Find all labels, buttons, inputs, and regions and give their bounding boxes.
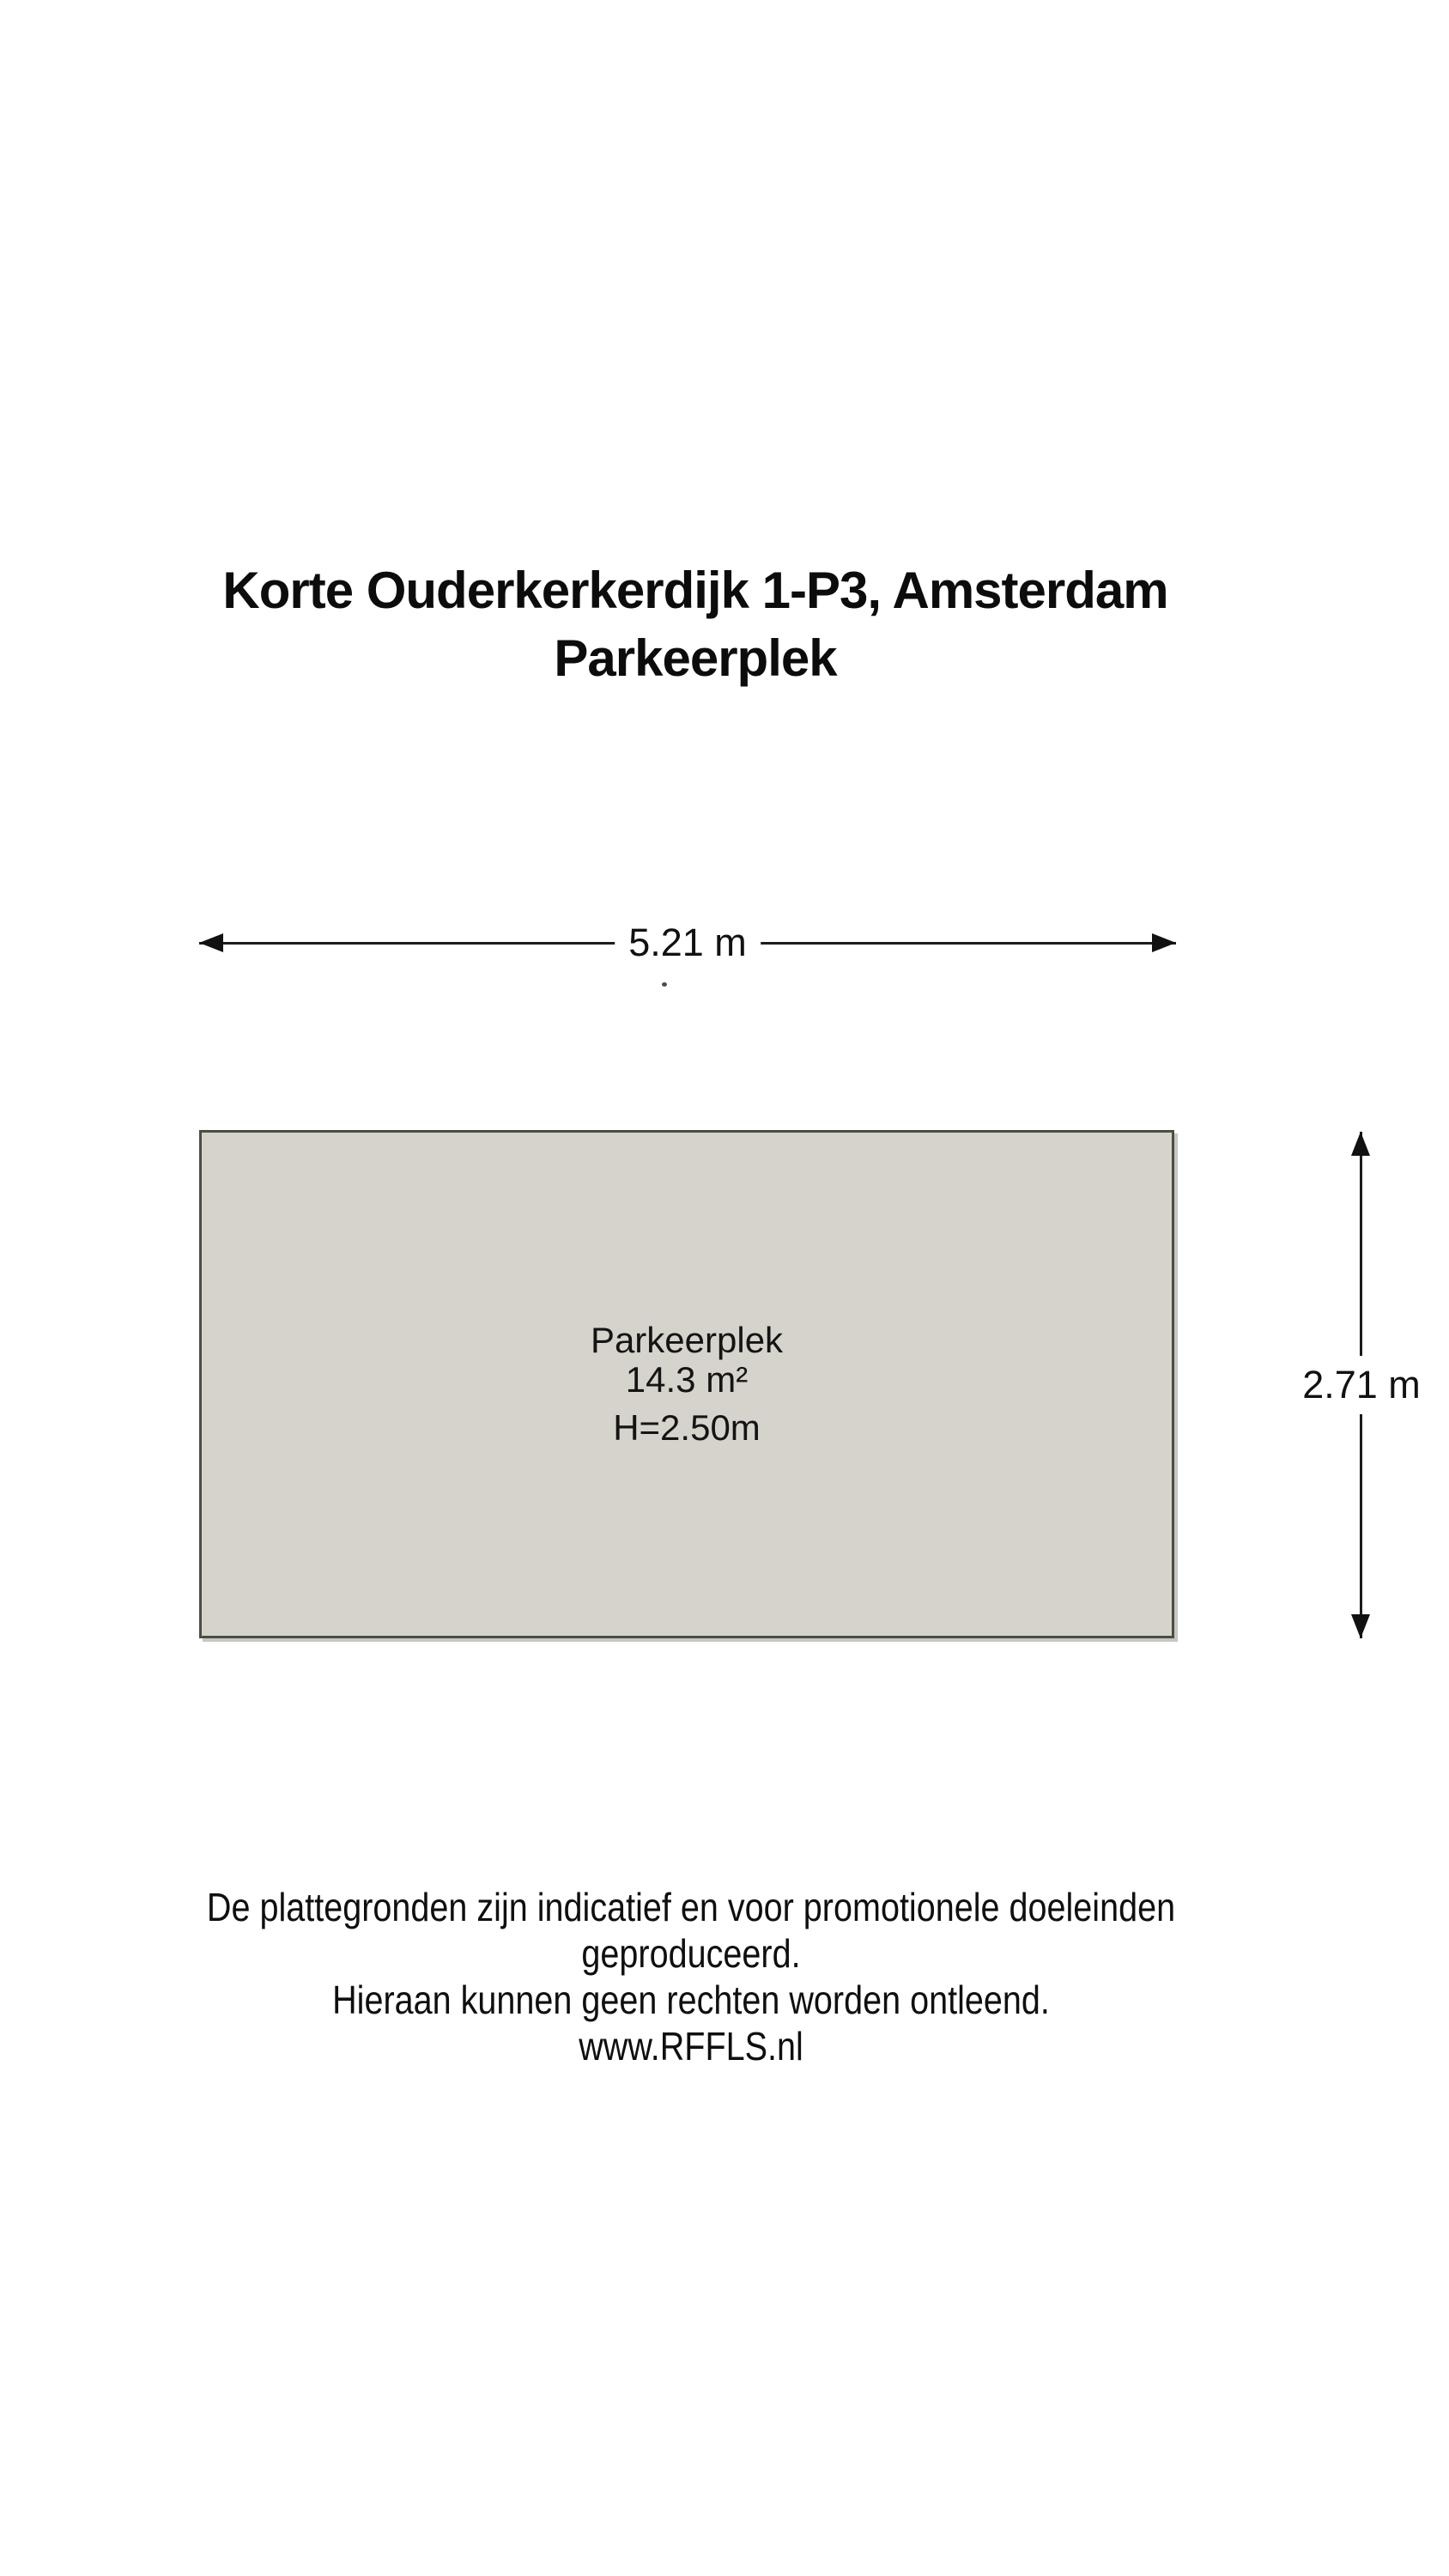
height-dimension-label: 2.71 m: [1292, 1356, 1431, 1414]
arrow-left-icon: [199, 933, 223, 952]
arrow-right-icon: [1152, 933, 1176, 952]
website-url: www.RFFLS.nl: [579, 2024, 803, 2069]
width-dimension-label: 5.21 m: [615, 919, 761, 967]
parking-space-rect: [199, 1130, 1174, 1638]
room-name-label: Parkeerplek: [590, 1320, 784, 1360]
stray-dot: [662, 982, 667, 987]
page-title: [0, 556, 1391, 692]
height-dimension: [1302, 1132, 1421, 1638]
arrow-up-icon: [1351, 1132, 1370, 1156]
title-room-line: Parkeerplek: [554, 629, 837, 687]
width-dimension: [199, 920, 1176, 964]
disclaimer-line-1: De plattegronden zijn indicatief en voor promotionele doeleinden geproduceerd.: [206, 1885, 1176, 1976]
arrow-down-icon: [1351, 1614, 1370, 1638]
disclaimer-line-2: Hieraan kunnen geen rechten worden ontleend.: [332, 1978, 1050, 2022]
footer-disclaimer: [97, 1884, 1286, 2069]
room-height-label: H=2.50m: [613, 1407, 761, 1448]
room-area-label: 14.3 m²: [625, 1359, 749, 1400]
title-address-line: Korte Ouderkerkerdijk 1-P3, Amsterdam: [222, 562, 1168, 619]
